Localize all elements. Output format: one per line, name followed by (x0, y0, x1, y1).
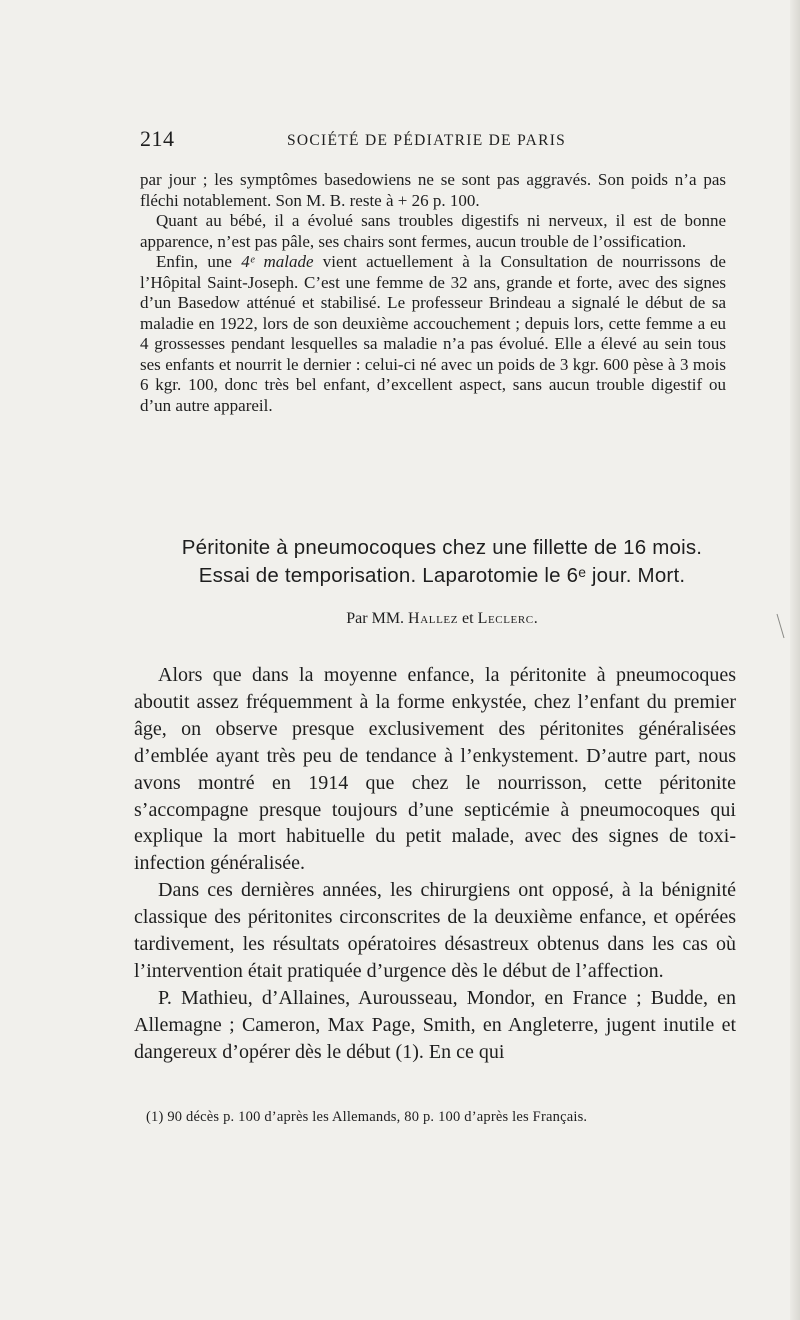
title-line: Essai de temporisation. Laparotomie le 6ᵉ jour. Mort. (198, 564, 686, 587)
authors-prefix: Par MM. (346, 610, 409, 627)
title-line: Péritonite à pneumocoques chez une fillette de 16 mois. (181, 536, 703, 559)
paragraph: Quant au bébé, il a évolué sans troubles digestifs ni nerveux, il est de bonne apparence, n’est pas pâle, ses chairs sont fermes, aucun trouble de l’ossification. (140, 211, 726, 251)
paragraph (140, 252, 726, 416)
page-edge-shadow (790, 0, 800, 1320)
article-authors (172, 610, 712, 628)
running-head: SOCIÉTÉ DE PÉDIATRIE DE PARIS (287, 132, 567, 149)
text-run: Enfin, une (156, 252, 242, 271)
article-body (134, 662, 736, 1066)
footnote: (1) 90 décès p. 100 d’après les Allemands, 80 p. 100 d’après les Français. (146, 1109, 588, 1125)
previous-article-text (140, 170, 726, 416)
paragraph: Alors que dans la moyenne enfance, la péritonite à pneumocoques aboutit assez fréquemment à la forme enkystée, chez l’enfant du premier âge, on observe presque exclusivement des péritonites généralisées d’emblée ayant très peu de tendance à l’enkystement. D’autre part, nous avons montré en 1914 que chez le nourrisson, cette péritonite s’accompagne presque toujours d’une septicémie à pneumocoques qui explique la mort habituelle du petit malade, avec des signes de toxi-infection généralisée. (134, 664, 736, 875)
paragraph: par jour ; les symptômes basedowiens ne se sont pas aggravés. Son poids n’a pas fléchi notablement. Son M. B. reste à + 26 p. 100. (140, 170, 726, 210)
author-name: Hallez (408, 610, 459, 627)
article-title (172, 534, 712, 590)
author-name: Leclerc (477, 610, 534, 627)
scan-speck (776, 612, 786, 642)
authors-joiner: et (458, 610, 478, 627)
emphasis: 4ᵉ malade (241, 252, 314, 271)
paragraph: P. Mathieu, d’Allaines, Aurousseau, Mondor, en France ; Budde, en Allemagne ; Cameron, Max Page, Smith, en Angleterre, jugent inutile et dangereux d’opérer dès le début (1). En ce qui (134, 986, 736, 1063)
paragraph: Dans ces dernières années, les chirurgiens ont opposé, à la bénignité classique des péritonites circonscrites de la deuxième enfance, et opérées tardivement, les résultats opératoires désastreux obtenus dans les cas où l’intervention était pratiquée d’urgence dès le début de l’affection. (134, 879, 736, 982)
text-run: vient actuellement à la Consultation de nourrissons de l’Hôpital Saint-Joseph. C’est une femme de 32 ans, grande et forte, avec des signes d’un Basedow atténué et stabilisé. Le professeur Brindeau a signalé le début de sa maladie en 1922, lors de son deuxième accouchement ; depuis lors, cette femme a eu 4 grossesses pendant lesquelles sa maladie n’a pas évolué. Elle a élevé au sein tous ses enfants et nourrit le dernier : celui-ci né avec un poids de 3 kgr. 600 pèse à 3 mois 6 kgr. 100, donc très bel enfant, d’excellent aspect, sans aucun trouble digestif ou d’un autre appareil. (140, 252, 726, 415)
page-header (140, 126, 740, 156)
page-number: 214 (140, 126, 175, 151)
authors-suffix: . (533, 610, 538, 627)
